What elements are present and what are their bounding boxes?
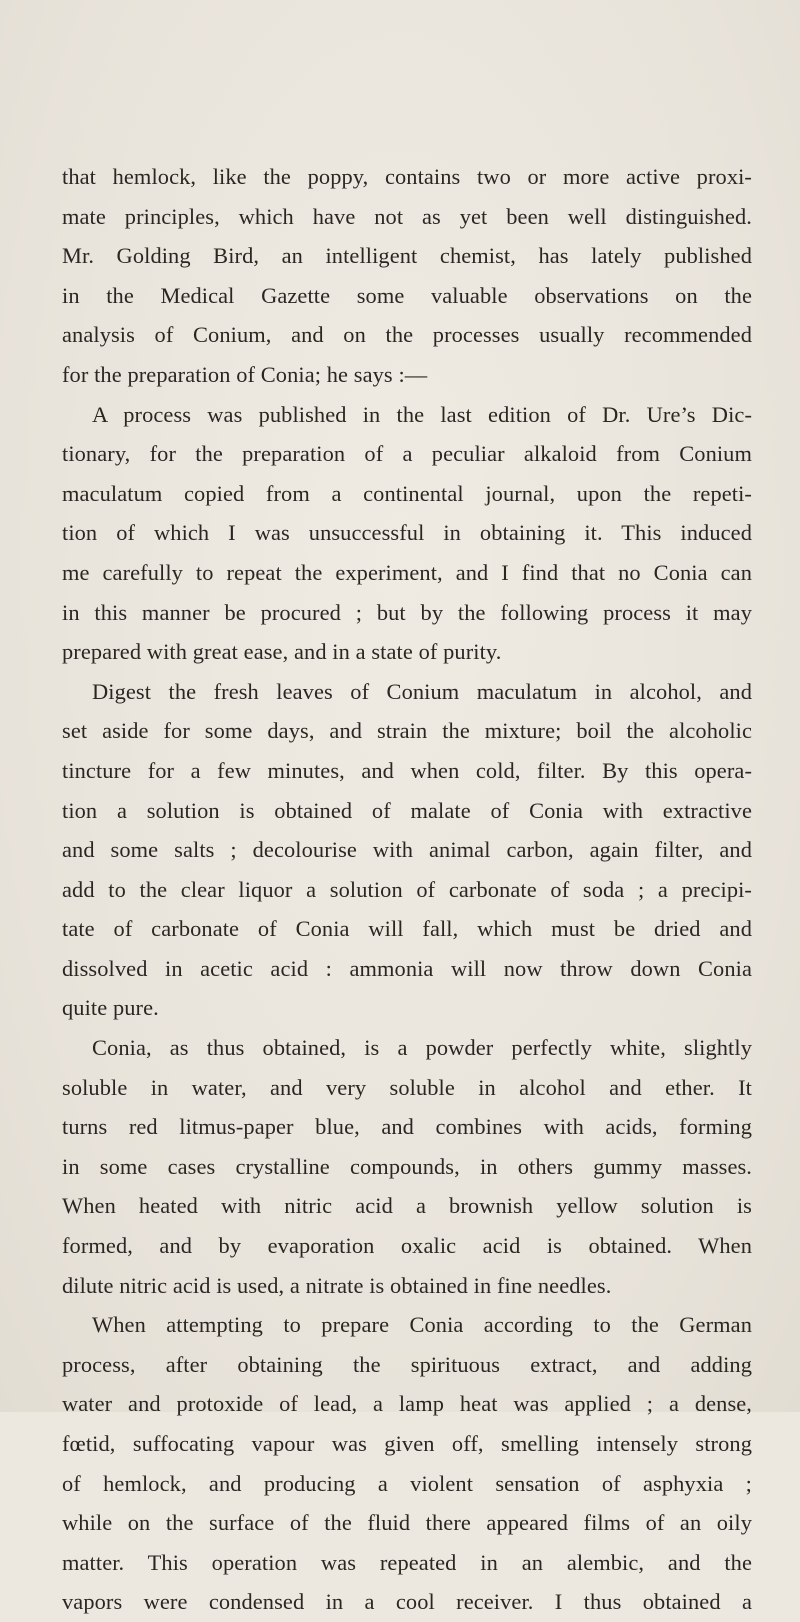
text-line: formed, and by evaporation oxalic acid is obtained. When bbox=[62, 1233, 752, 1259]
text-line: Digest the fresh leaves of Conium maculatum in alcohol, and bbox=[92, 678, 752, 704]
text-line: set aside for some days, and strain the mixture; boil the alcoholic bbox=[62, 718, 752, 744]
text-line: A process was published in the last edition of Dr. Ure’s Dic- bbox=[92, 401, 752, 427]
text-line: and some salts ; decolourise with animal carbon, again filter, and bbox=[62, 837, 752, 863]
text-line: add to the clear liquor a solution of carbonate of soda ; a precipi- bbox=[62, 876, 752, 902]
text-line: mate principles, which have not as yet been well distinguished. bbox=[62, 203, 752, 229]
text-line: of hemlock, and producing a violent sensation of asphyxia ; bbox=[62, 1470, 752, 1496]
text-line: soluble in water, and very soluble in alcohol and ether. It bbox=[62, 1074, 752, 1100]
text-line: tate of carbonate of Conia will fall, which must be dried and bbox=[62, 916, 752, 942]
text-line: process, after obtaining the spirituous extract, and adding bbox=[62, 1351, 752, 1377]
text-line: while on the surface of the fluid there appeared films of an oily bbox=[62, 1510, 752, 1536]
text-line: When attempting to prepare Conia according to the German bbox=[92, 1312, 752, 1338]
text-line: in this manner be procured ; but by the following process it may bbox=[62, 599, 752, 625]
paragraph-1 bbox=[62, 157, 752, 395]
text-line: water and protoxide of lead, a lamp heat was applied ; a dense, bbox=[62, 1391, 752, 1417]
text-line: tionary, for the preparation of a peculiar alkaloid from Conium bbox=[62, 441, 752, 467]
text-line: maculatum copied from a continental journal, upon the repeti- bbox=[62, 480, 752, 506]
text-line: tion a solution is obtained of malate of Conia with extractive bbox=[62, 797, 752, 823]
text-line: tion of which I was unsuccessful in obtaining it. This induced bbox=[62, 520, 752, 546]
text-line: Conia, as thus obtained, is a powder perfectly white, slightly bbox=[92, 1035, 752, 1061]
paragraph-3 bbox=[62, 672, 752, 1028]
text-line: for the preparation of Conia; he says :— bbox=[62, 361, 428, 387]
text-line: in the Medical Gazette some valuable observations on the bbox=[62, 282, 752, 308]
text-line: in some cases crystalline compounds, in others gummy masses. bbox=[62, 1153, 752, 1179]
text-line: quite pure. bbox=[62, 995, 159, 1021]
text-line: tincture for a few minutes, and when cold, filter. By this opera- bbox=[62, 757, 752, 783]
text-line: analysis of Conium, and on the processes usually recommended bbox=[62, 322, 752, 348]
text-line: prepared with great ease, and in a state of purity. bbox=[62, 639, 502, 665]
text-line: Mr. Golding Bird, an intelligent chemist, has lately published bbox=[62, 243, 752, 269]
text-line: dissolved in acetic acid : ammonia will now throw down Conia bbox=[62, 955, 752, 981]
paragraph-4 bbox=[62, 1028, 752, 1305]
text-line: dilute nitric acid is used, a nitrate is obtained in fine needles. bbox=[62, 1272, 612, 1298]
paragraph-2 bbox=[62, 395, 752, 672]
text-line: that hemlock, like the poppy, contains two or more active proxi- bbox=[62, 164, 752, 189]
text-line: me carefully to repeat the experiment, and I find that no Conia can bbox=[62, 559, 752, 585]
text-line: When heated with nitric acid a brownish yellow solution is bbox=[62, 1193, 752, 1219]
text-line: matter. This operation was repeated in an alembic, and the bbox=[62, 1549, 752, 1575]
text-line: vapors were condensed in a cool receiver. I thus obtained a bbox=[62, 1589, 752, 1615]
body-text bbox=[62, 157, 752, 1622]
text-line: fœtid, suffocating vapour was given off, smelling intensely strong bbox=[62, 1431, 752, 1456]
paragraph-5 bbox=[62, 1305, 752, 1622]
text-line: turns red litmus-paper blue, and combines with acids, forming bbox=[62, 1114, 752, 1140]
